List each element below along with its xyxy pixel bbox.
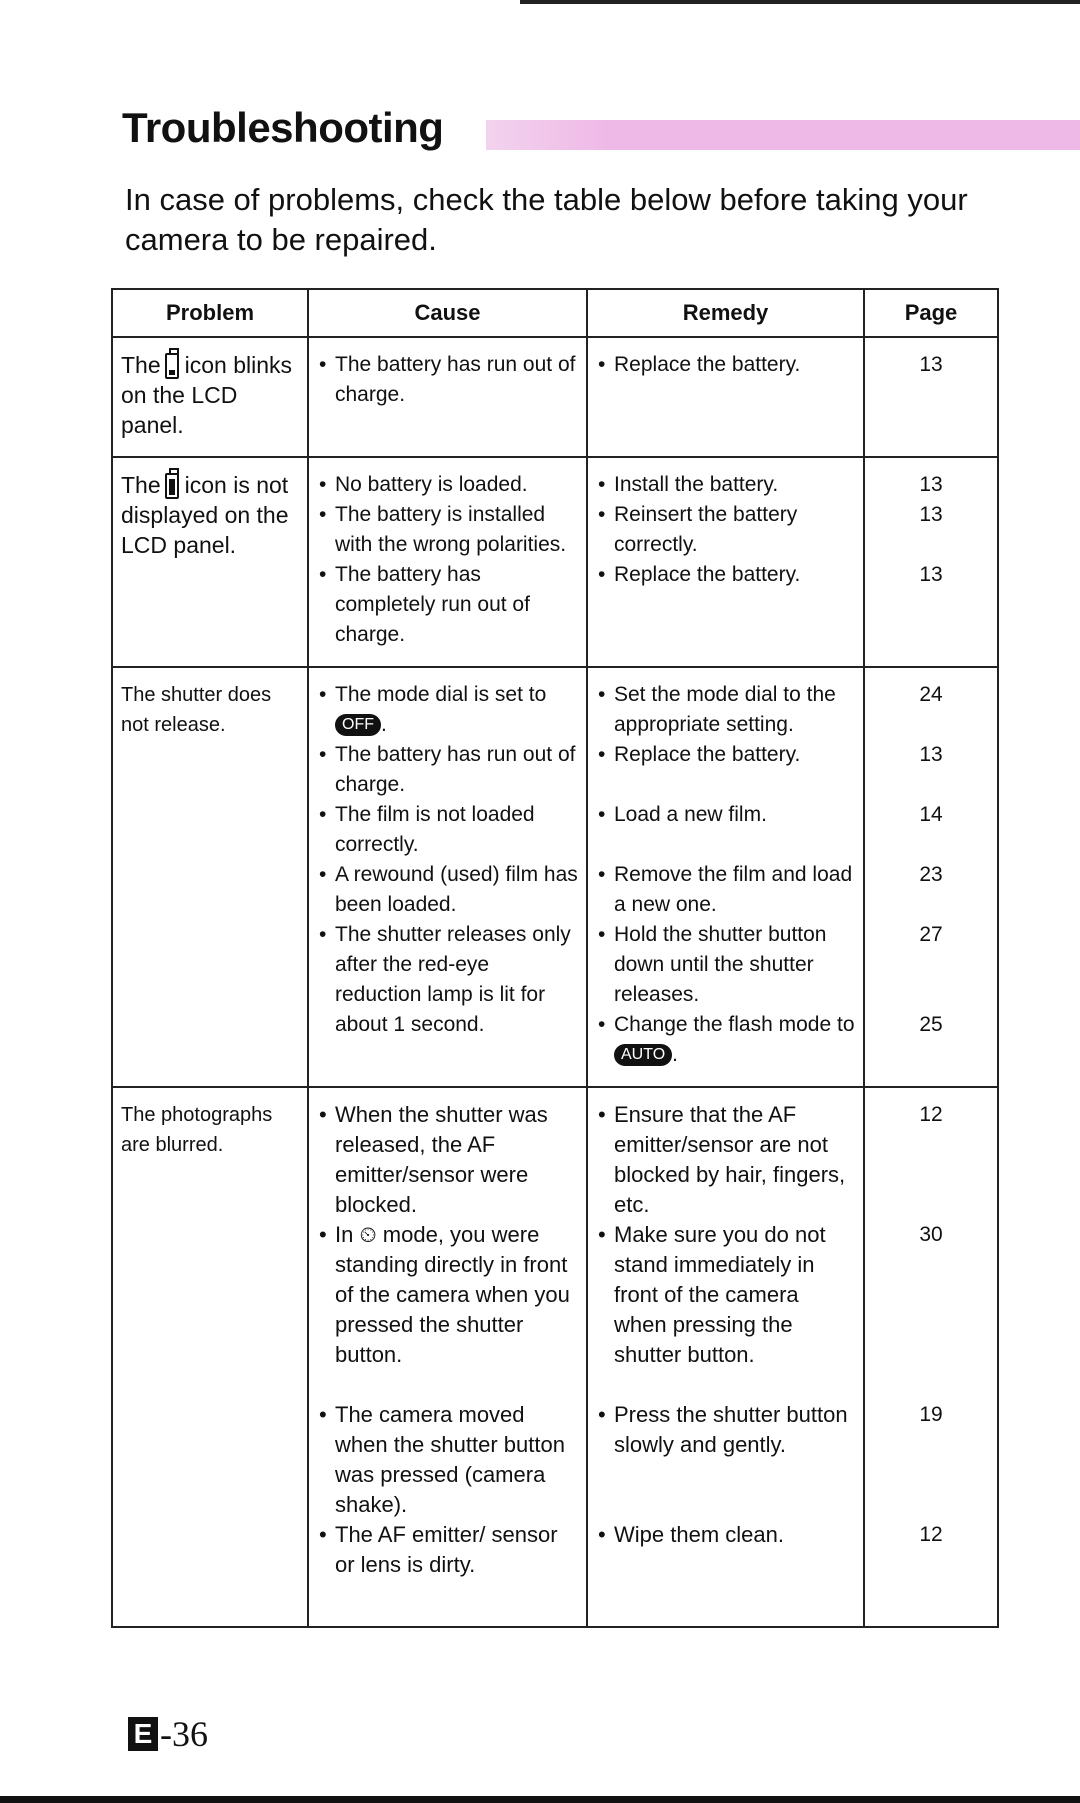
page-ref: 14	[919, 803, 943, 826]
page-ref: 25	[919, 1013, 943, 1036]
section-letter-box: E	[128, 1717, 158, 1751]
cause-item: • The battery has run out of charge.	[317, 740, 578, 800]
header-page: Page	[864, 289, 998, 337]
problem-cell	[112, 457, 308, 667]
remedy-item: • Replace the battery.	[596, 560, 855, 650]
remedy-item: • Ensure that the AF emitter/sensor are not blocked by hair, fingers, etc.	[596, 1100, 855, 1220]
intro-text: In case of problems, check the table below before taking your camera to be repaired.	[125, 182, 968, 257]
page-ref: 30	[919, 1223, 943, 1246]
page-ref: 19	[919, 1403, 943, 1426]
cause-item: • No battery is loaded.	[317, 470, 578, 500]
cause-cell	[308, 1087, 587, 1627]
table-row	[112, 337, 998, 457]
problem-text-post: icon blinks on the LCD panel.	[121, 352, 293, 438]
cause-text: In	[335, 1222, 354, 1247]
page-ref: 23	[919, 863, 943, 886]
cause-item	[317, 1220, 578, 1400]
cause-item: • The battery is installed with the wrong polarities.	[317, 500, 578, 560]
header-remedy: Remedy	[587, 289, 864, 337]
battery-full-icon	[165, 473, 179, 499]
page-ref: 13	[919, 473, 943, 496]
table-row	[112, 1087, 998, 1627]
page-cell	[864, 457, 998, 667]
problem-text-post: icon is not displayed on the LCD panel.	[121, 472, 289, 558]
header-cause: Cause	[308, 289, 587, 337]
page-ref: 13	[919, 353, 943, 376]
cause-cell	[308, 667, 587, 1087]
cause-item: • The film is not loaded correctly.	[317, 800, 578, 860]
troubleshooting-table	[111, 288, 999, 1628]
problem-text-pre: The	[121, 472, 161, 498]
remedy-cell	[587, 667, 864, 1087]
cause-item: • When the shutter was released, the AF emitter/sensor were blocked.	[317, 1100, 578, 1220]
cause-item: • The battery has completely run out of charge.	[317, 560, 578, 650]
problem-cell: The photographs are blurred.	[112, 1087, 308, 1627]
page-title: Troubleshooting	[122, 104, 444, 151]
page-ref: 27	[919, 923, 943, 946]
page-ref: 12	[919, 1523, 943, 1546]
battery-low-icon	[165, 353, 179, 379]
cause-item: • The shutter releases only after the red-eye reduction lamp is lit for about 1 second.	[317, 920, 578, 1040]
page-ref: 13	[919, 743, 943, 766]
remedy-text-end: .	[672, 1043, 678, 1066]
remedy-item: • Remove the film and load a new one.	[596, 860, 855, 920]
page-ref: 24	[919, 683, 943, 706]
self-timer-icon: ⏲	[359, 1222, 377, 1247]
page-cell	[864, 667, 998, 1087]
remedy-item: • Load a new film.	[596, 800, 855, 860]
table-row	[112, 457, 998, 667]
cause-text-end: .	[381, 713, 387, 736]
page-number-text: -36	[160, 1714, 208, 1754]
remedy-item: • Reinsert the battery correctly.	[596, 500, 855, 560]
cause-text-end: mode, you were standing directly in front of the camera when you pressed the shutter button.	[335, 1222, 570, 1367]
remedy-item: • Replace the battery.	[596, 740, 855, 800]
remedy-item: • Replace the battery.	[596, 350, 855, 410]
cause-item: • The camera moved when the shutter button was pressed (camera shake).	[317, 1400, 578, 1520]
page-cell	[864, 337, 998, 457]
problem-cell: The shutter does not release.	[112, 667, 308, 1087]
cause-text: The mode dial is set to	[335, 683, 547, 706]
cause-item: • The AF emitter/ sensor or lens is dirty.	[317, 1520, 578, 1610]
remedy-item	[596, 1010, 855, 1070]
cause-item: • A rewound (used) film has been loaded.	[317, 860, 578, 920]
remedy-item: • Wipe them clean.	[596, 1520, 855, 1610]
remedy-cell	[587, 1087, 864, 1627]
remedy-cell	[587, 337, 864, 457]
remedy-item: • Set the mode dial to the appropriate setting.	[596, 680, 855, 740]
problem-cell	[112, 337, 308, 457]
remedy-item: • Press the shutter button slowly and gently.	[596, 1400, 855, 1520]
table-row	[112, 667, 998, 1087]
page-ref: 13	[919, 503, 943, 526]
cause-cell	[308, 337, 587, 457]
page-number	[128, 1713, 208, 1755]
remedy-text: Change the flash mode to	[614, 1013, 855, 1036]
page-ref: 12	[919, 1103, 943, 1126]
cause-item	[317, 680, 578, 740]
remedy-item: • Install the battery.	[596, 470, 855, 500]
cause-item: • The battery has run out of charge.	[317, 350, 578, 410]
auto-mode-badge: AUTO	[614, 1044, 672, 1066]
title-highlight-bar	[486, 120, 1080, 150]
cause-cell	[308, 457, 587, 667]
problem-text-pre: The	[121, 352, 161, 378]
table-header-row	[112, 289, 998, 337]
header-problem: Problem	[112, 289, 308, 337]
remedy-item: • Make sure you do not stand immediately in front of the camera when pressing the shutter button.	[596, 1220, 855, 1400]
remedy-cell	[587, 457, 864, 667]
page-ref: 13	[919, 563, 943, 586]
top-edge-rule	[520, 0, 1080, 4]
page-cell	[864, 1087, 998, 1627]
remedy-item: • Hold the shutter button down until the shutter releases.	[596, 920, 855, 1010]
off-mode-badge: OFF	[335, 714, 381, 736]
bottom-edge-rule	[0, 1796, 1080, 1803]
